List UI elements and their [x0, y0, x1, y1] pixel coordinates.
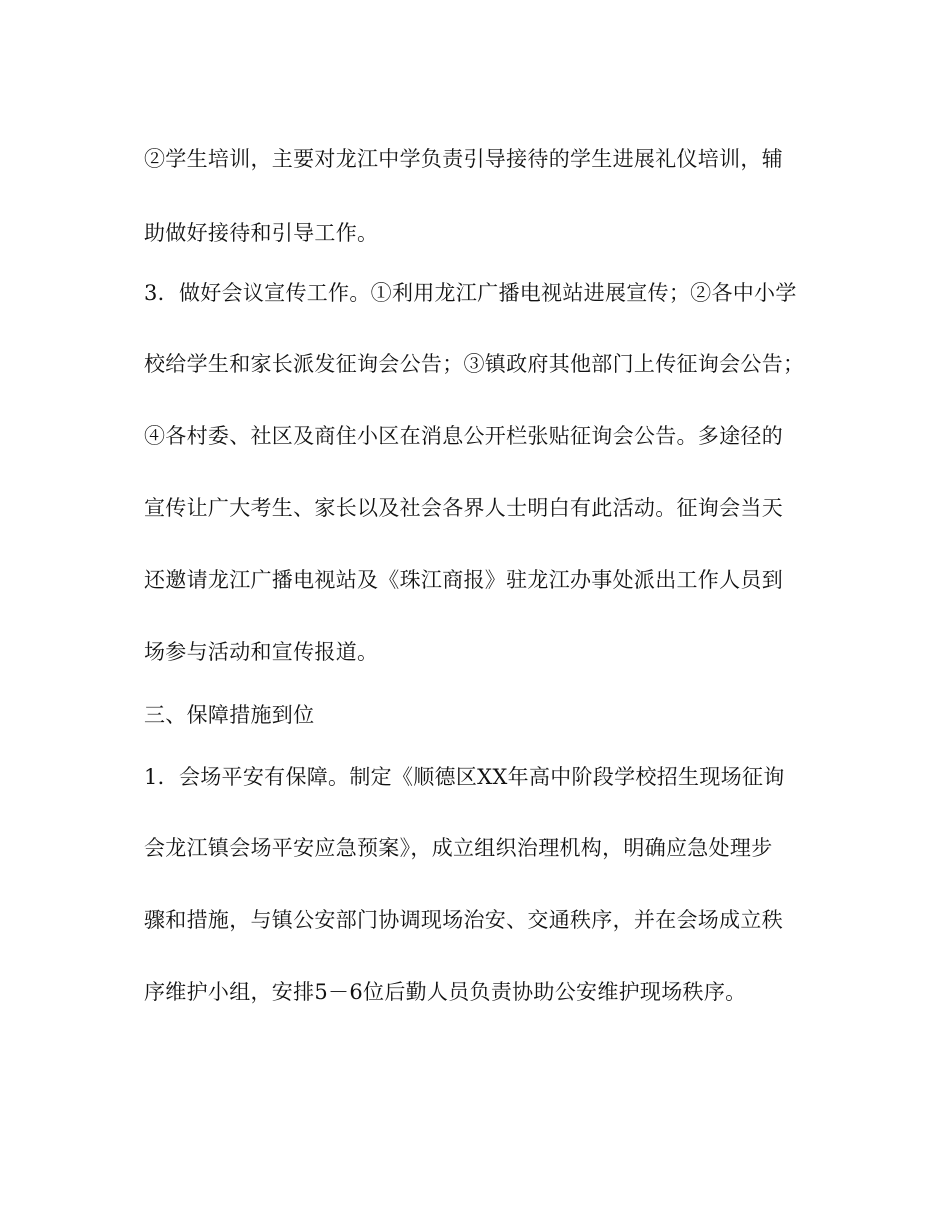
paragraph-line: 校给学生和家长派发征询会公告；③镇政府其他部门上传征询会公告；: [144, 352, 805, 376]
paragraph-line: 1．会场平安有保障。制定《顺德区XX年高中阶段学校招生现场征询: [144, 765, 785, 789]
paragraph-line: 助做好接待和引导工作。: [144, 221, 379, 245]
paragraph-line: ②学生培训，主要对龙江中学负责引导接待的学生进展礼仪培训，辅: [144, 147, 783, 171]
paragraph-line: 3．做好会议宣传工作。①利用龙江广播电视站进展宣传；②各中小学: [144, 281, 797, 305]
paragraph-line: 会龙江镇会场平安应急预案》，成立组织治理机构，明确应急处理步: [144, 836, 773, 860]
paragraph-line: 宣传让广大考生、家长以及社会各界人士明白有此活动。征询会当天: [144, 496, 783, 520]
paragraph-line: 序维护小组，安排5－6位后勤人员负责协助公安维护现场秩序。: [144, 980, 747, 1004]
paragraph-line: 还邀请龙江广播电视站及《珠江商报》驻龙江办事处派出工作人员到: [144, 568, 783, 592]
paragraph-line: ④各村委、社区及商住小区在消息公开栏张贴征询会公告。多途径的: [144, 424, 783, 448]
section-heading: 三、保障措施到位: [144, 703, 315, 727]
paragraph-line: 骤和措施，与镇公安部门协调现场治安、交通秩序，并在会场成立秩: [144, 908, 783, 932]
paragraph-line: 场参与活动和宣传报道。: [144, 640, 379, 664]
